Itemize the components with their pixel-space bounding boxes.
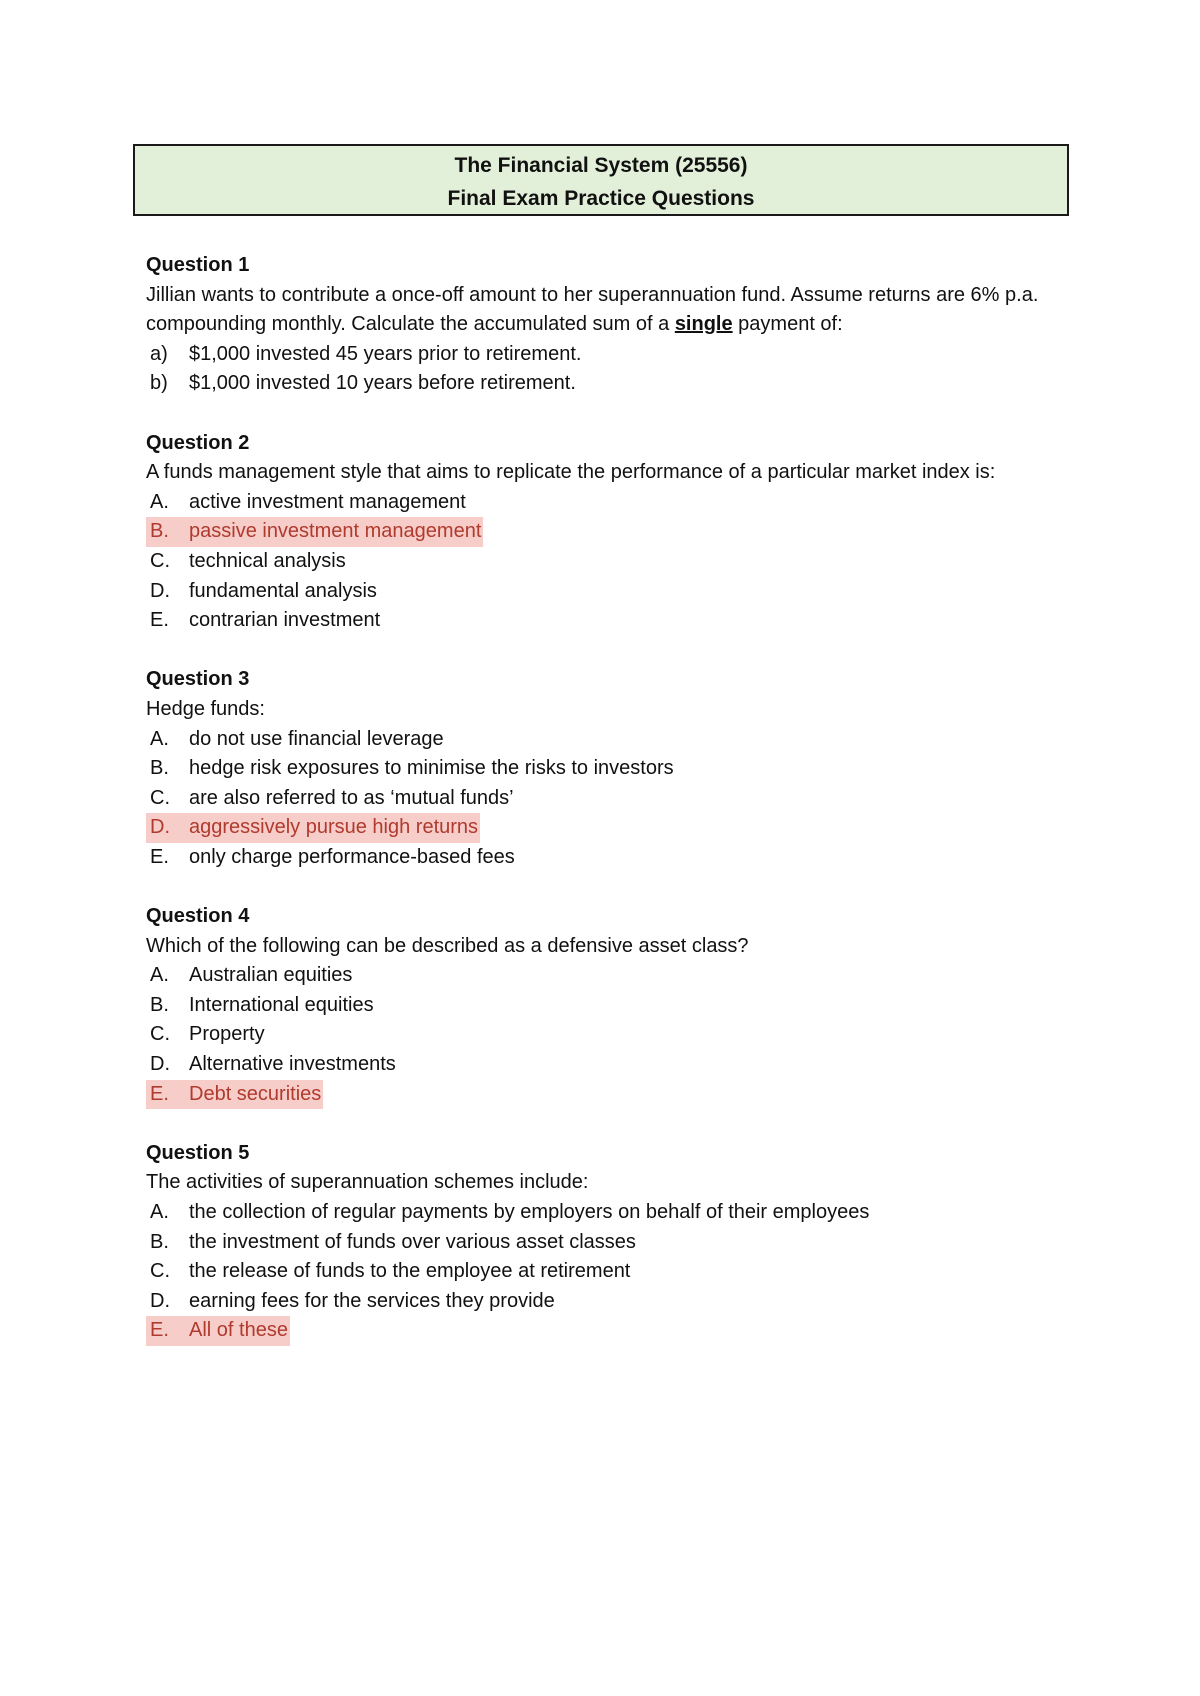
questions-section xyxy=(146,251,1076,1376)
option-letter: B. xyxy=(150,993,169,1016)
answer-option-c xyxy=(146,1020,1076,1050)
option-letter: C. xyxy=(150,1023,170,1046)
answer-option-a xyxy=(146,340,1076,370)
option-letter: C. xyxy=(150,1260,170,1283)
option-text: are also referred to as ‘mutual funds’ xyxy=(189,786,514,809)
option-text: earning fees for the services they provide xyxy=(189,1289,555,1312)
option-letter: B. xyxy=(150,520,169,543)
option-letter: a) xyxy=(150,342,168,365)
question-2 xyxy=(146,429,1076,636)
option-letter: C. xyxy=(150,549,170,572)
option-letter: A. xyxy=(150,1201,169,1223)
question-heading: Question 2 xyxy=(146,431,250,454)
option-text: All of these xyxy=(189,1319,288,1342)
option-text: the release of funds to the employee at retirement xyxy=(189,1260,631,1283)
option-letter: E. xyxy=(150,1082,169,1105)
question-4 xyxy=(146,902,1076,1109)
option-text: Alternative investments xyxy=(189,1053,396,1076)
answer-option-a xyxy=(146,1198,1076,1228)
answer-option-d xyxy=(146,1287,1076,1317)
option-text: aggressively pursue high returns xyxy=(189,816,479,839)
question-text: A funds management style that aims to replicate the performance of a particular market index is: xyxy=(146,461,996,484)
question-5 xyxy=(146,1139,1076,1346)
option-letter: A. xyxy=(150,964,169,987)
answer-option-d-highlighted xyxy=(146,813,1076,843)
answer-option-a xyxy=(146,488,1076,518)
option-text: International equities xyxy=(189,993,374,1016)
question-text-part: Jillian wants to contribute a once-off amount to her superannuation fund. Assume returns are 6% p.a. compounding monthly. Calculate the accumulated sum of a xyxy=(146,283,1039,336)
answer-option-e-highlighted xyxy=(146,1316,1076,1346)
option-text: technical analysis xyxy=(189,549,346,572)
question-heading: Question 1 xyxy=(146,254,250,276)
option-text: only charge performance-based fees xyxy=(189,845,515,868)
answer-option-e-highlighted xyxy=(146,1080,1076,1110)
answer-option-e xyxy=(146,843,1076,873)
answer-option-a xyxy=(146,725,1076,755)
answer-option-c xyxy=(146,784,1076,814)
answer-option-d xyxy=(146,1050,1076,1080)
question-text: The activities of superannuation schemes include: xyxy=(146,1171,589,1194)
question-heading: Question 3 xyxy=(146,668,250,691)
option-letter: D. xyxy=(150,579,170,602)
answer-option-e xyxy=(146,606,1076,636)
option-letter: E. xyxy=(150,1319,169,1342)
answer-option-c xyxy=(146,1257,1076,1287)
answer-option-a xyxy=(146,961,1076,991)
answer-option-b xyxy=(146,754,1076,784)
question-text: Hedge funds: xyxy=(146,697,265,720)
question-heading: Question 5 xyxy=(146,1141,250,1164)
answer-option-b xyxy=(146,991,1076,1021)
question-1 xyxy=(146,251,1076,399)
option-text: $1,000 invested 10 years before retirement. xyxy=(189,372,576,395)
option-text: active investment management xyxy=(189,490,466,513)
answer-option-b xyxy=(146,369,1076,399)
option-letter: E. xyxy=(150,609,169,632)
question-3 xyxy=(146,665,1076,872)
option-text: Property xyxy=(189,1023,265,1046)
question-text xyxy=(146,281,1076,340)
answer-option-c xyxy=(146,547,1076,577)
option-letter: B. xyxy=(150,1230,169,1253)
document-subtitle: Final Exam Practice Questions xyxy=(447,187,755,210)
question-text: Which of the following can be described as a defensive asset class? xyxy=(146,934,749,957)
option-text: Debt securities xyxy=(189,1082,322,1105)
option-letter: C. xyxy=(150,786,170,809)
option-text: fundamental analysis xyxy=(189,579,377,602)
option-text: passive investment management xyxy=(189,520,482,543)
option-letter: A. xyxy=(150,727,169,750)
answer-option-b-highlighted xyxy=(146,517,1076,547)
option-text: Australian equities xyxy=(189,964,353,987)
option-letter: B. xyxy=(150,757,169,780)
title-box xyxy=(133,144,1069,216)
option-letter: D. xyxy=(150,816,170,839)
document-title: The Financial System (25556) xyxy=(454,154,748,177)
option-letter: E. xyxy=(150,845,169,868)
option-text: contrarian investment xyxy=(189,609,381,632)
option-letter: A. xyxy=(150,490,169,513)
question-text-part: payment of: xyxy=(732,313,843,336)
option-letter: b) xyxy=(150,372,168,395)
answer-option-b xyxy=(146,1228,1076,1258)
answer-option-d xyxy=(146,577,1076,607)
option-letter: D. xyxy=(150,1053,170,1076)
option-letter: D. xyxy=(150,1289,170,1312)
option-text: hedge risk exposures to minimise the risks to investors xyxy=(189,757,674,780)
emphasis-word: single xyxy=(674,313,733,336)
option-text: do not use financial leverage xyxy=(189,727,444,750)
option-text: $1,000 invested 45 years prior to retirement. xyxy=(189,342,582,365)
option-text: the collection of regular payments by employers on behalf of their employees xyxy=(189,1201,870,1223)
question-heading: Question 4 xyxy=(146,905,250,928)
option-text: the investment of funds over various asset classes xyxy=(189,1230,636,1253)
